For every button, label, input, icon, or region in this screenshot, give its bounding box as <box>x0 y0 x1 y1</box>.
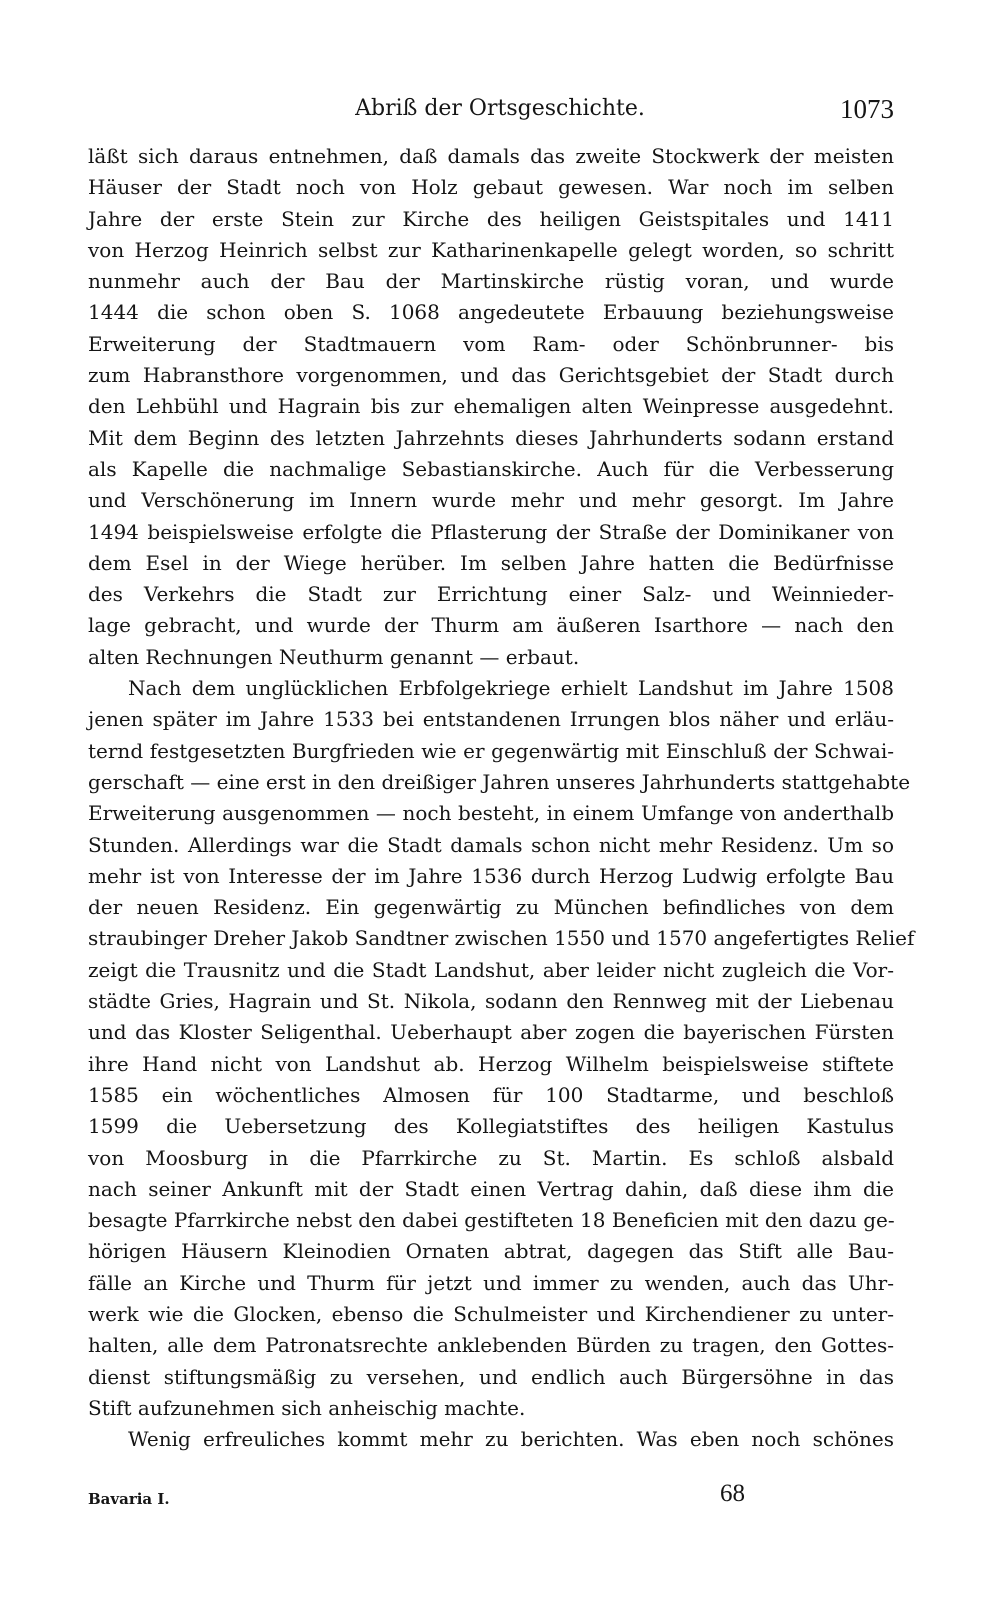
text-line: straubinger Dreher Jakob Sandtner zwischen 1550 und 1570 angefertigtes Relief <box>88 926 915 951</box>
text-line: gerschaft — eine erst in den dreißiger Jahren unseres Jahrhunderts stattgehabte <box>88 769 911 794</box>
text-line: Erweiterung der Stadtmauern vom Ram- oder Schönbrunner- bis <box>88 331 894 356</box>
text-line: zeigt die Trausnitz und die Stadt Landshut, aber leider nicht zugleich die Vor- <box>88 957 894 982</box>
text-line: 1444 die schon oben S. 1068 angedeutete Erbauung beziehungsweise <box>88 300 894 325</box>
text-line: den Lehbühl und Hagrain bis zur ehemaligen alten Weinpresse ausgedehnt. <box>88 394 894 419</box>
body-text <box>88 141 915 1455</box>
running-title: Abriß der Ortsgeschichte. <box>355 96 645 121</box>
text-line: nunmehr auch der Bau der Martinskirche rüstig voran, und wurde <box>88 269 894 294</box>
text-line: Erweiterung ausgenommen — noch besteht, in einem Umfange von anderthalb <box>88 801 894 826</box>
text-line: Jahre der erste Stein zur Kirche des heiligen Geistspitales und 1411 <box>88 206 894 231</box>
text-line: der neuen Residenz. Ein gegenwärtig zu München befindliches von dem <box>88 895 894 920</box>
text-line: jenen später im Jahre 1533 bei entstandenen Irrungen blos näher und erläu- <box>88 707 894 732</box>
text-line: und das Kloster Seligenthal. Ueberhaupt aber zogen die bayerischen Fürsten <box>88 1020 894 1045</box>
text-line: von Herzog Heinrich selbst zur Katharinenkapelle gelegt worden, so schritt <box>88 237 894 262</box>
text-line: dem Esel in der Wiege herüber. Im selben Jahre hatten die Bedürfnisse <box>88 550 894 575</box>
text-line: und Verschönerung im Innern wurde mehr und mehr gesorgt. Im Jahre <box>88 488 894 513</box>
text-line: des Verkehrs die Stadt zur Errichtung einer Salz- und Weinnieder- <box>88 582 894 607</box>
text-line: städte Gries, Hagrain und St. Nikola, sodann den Rennweg mit der Liebenau <box>88 989 894 1014</box>
text-line: hörigen Häusern Kleinodien Ornaten abtrat, dagegen das Stift alle Bau- <box>88 1239 894 1264</box>
text-line: lage gebracht, und wurde der Thurm am äußeren Isarthore — nach den <box>88 613 894 638</box>
text-line: Nach dem unglücklichen Erbfolgekriege erhielt Landshut im Jahre 1508 <box>128 676 894 701</box>
text-line: zum Habransthore vorgenommen, und das Gerichtsgebiet der Stadt durch <box>88 363 894 388</box>
text-line: Wenig erfreuliches kommt mehr zu berichten. Was eben noch schönes <box>128 1427 894 1452</box>
text-line: von Moosburg in die Pfarrkirche zu St. Martin. Es schloß alsbald <box>88 1145 894 1170</box>
text-line: besagte Pfarrkirche nebst den dabei gestifteten 18 Beneficien mit den dazu ge- <box>88 1208 895 1233</box>
page-number: 1073 <box>840 94 894 124</box>
text-line: werk wie die Glocken, ebenso die Schulmeister und Kirchendiener zu unter- <box>88 1301 894 1326</box>
text-line: als Kapelle die nachmalige Sebastianskirche. Auch für die Verbesserung <box>88 456 894 481</box>
printer-signature: Bavaria I. <box>88 1490 170 1508</box>
text-line: Stunden. Allerdings war die Stadt damals schon nicht mehr Residenz. Um so <box>88 832 894 857</box>
text-line: ternd festgesetzten Burgfrieden wie er gegenwärtig mit Einschluß der Schwai- <box>88 738 894 763</box>
text-line: fälle an Kirche und Thurm für jetzt und immer zu wenden, auch das Uhr- <box>88 1270 894 1295</box>
text-line: Häuser der Stadt noch von Holz gebaut gewesen. War noch im selben <box>88 175 894 200</box>
text-line: 1599 die Uebersetzung des Kollegiatstiftes des heiligen Kastulus <box>88 1114 894 1139</box>
text-line: alten Rechnungen Neuthurm genannt — erbaut. <box>88 644 580 669</box>
text-line: Stift aufzunehmen sich anheischig machte. <box>88 1395 526 1420</box>
text-line: ihre Hand nicht von Landshut ab. Herzog Wilhelm beispielsweise stiftete <box>88 1051 894 1076</box>
text-line: 1585 ein wöchentliches Almosen für 100 Stadtarme, und beschloß <box>88 1082 894 1107</box>
text-line: nach seiner Ankunft mit der Stadt einen Vertrag dahin, daß diese ihm die <box>88 1176 894 1201</box>
text-line: 1494 beispielsweise erfolgte die Pflasterung der Straße der Dominikaner von <box>88 519 894 544</box>
text-line: halten, alle dem Patronatsrechte anklebenden Bürden zu tragen, den Gottes- <box>88 1333 894 1358</box>
text-line: mehr ist von Interesse der im Jahre 1536 durch Herzog Ludwig erfolgte Bau <box>88 863 894 888</box>
text-line: Mit dem Beginn des letzten Jahrzehnts dieses Jahrhunderts sodann erstand <box>88 425 894 450</box>
sheet-folio-number: 68 <box>720 1480 745 1507</box>
text-line: dienst stiftungsmäßig zu versehen, und endlich auch Bürgersöhne in das <box>88 1364 894 1389</box>
text-line: läßt sich daraus entnehmen, daß damals das zweite Stockwerk der meisten <box>88 144 894 168</box>
